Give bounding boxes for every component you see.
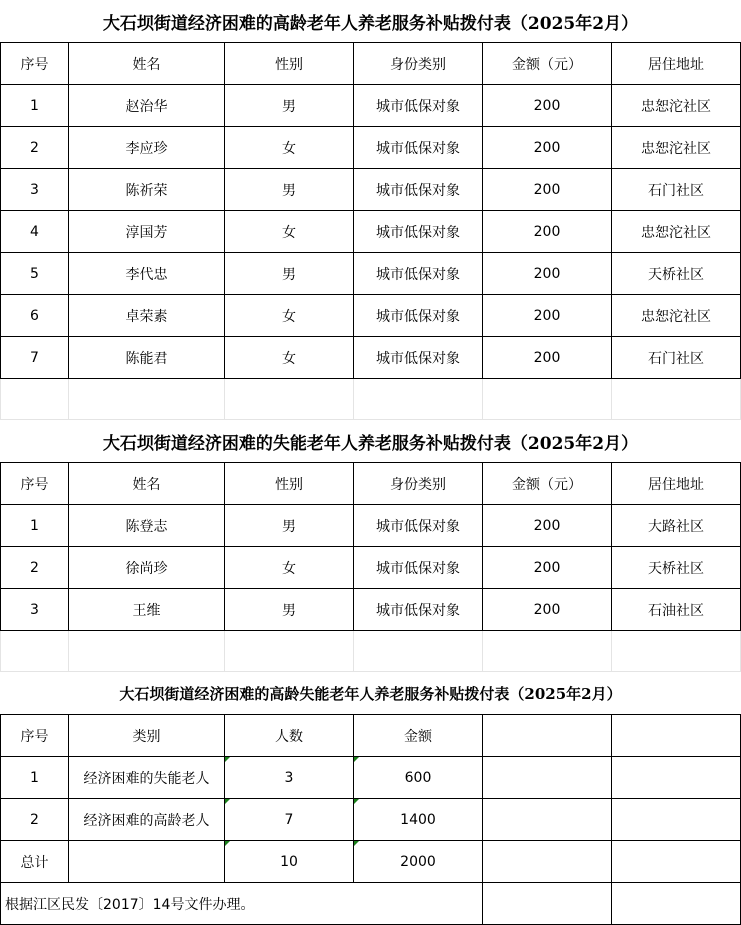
table-row <box>0 253 741 295</box>
empty-cell[interactable] <box>483 379 612 420</box>
table-row <box>0 547 741 589</box>
empty-cell[interactable] <box>354 379 483 420</box>
empty-cell[interactable] <box>612 631 741 672</box>
table1-title: 大石坝街道经济困难的高龄老年人养老服务补贴拨付表（2025年2月） <box>102 13 639 34</box>
table1-cell[interactable]: 李代忠 <box>69 253 225 295</box>
table-row <box>0 211 741 253</box>
table2-cell[interactable]: 大路社区 <box>612 505 741 547</box>
table2-cell[interactable]: 女 <box>225 547 354 589</box>
table1-cell[interactable]: 卓荣素 <box>69 295 225 337</box>
table1-cell[interactable]: 城市低保对象 <box>354 211 483 253</box>
note-text[interactable]: 根据江区民发〔2017〕14号文件办理。 <box>0 883 483 925</box>
table-row <box>0 799 741 841</box>
table3-header-cell[interactable]: 金额 <box>354 714 483 757</box>
table2-cell[interactable]: 城市低保对象 <box>354 589 483 631</box>
empty-cell[interactable] <box>612 883 741 925</box>
table3-cell[interactable]: 1400 <box>354 799 483 841</box>
table1-cell[interactable]: 女 <box>225 211 354 253</box>
table1-cell[interactable]: 男 <box>225 85 354 127</box>
table2-cell[interactable]: 陈登志 <box>69 505 225 547</box>
empty-cell[interactable] <box>69 379 225 420</box>
empty-cell[interactable] <box>69 631 225 672</box>
table3-header-cell[interactable] <box>612 714 741 757</box>
table1-cell[interactable]: 李应珍 <box>69 127 225 169</box>
table1-cell[interactable]: 1 <box>0 85 69 127</box>
empty-cell[interactable] <box>0 631 69 672</box>
table2-cell[interactable]: 天桥社区 <box>612 547 741 589</box>
table1-cell[interactable]: 5 <box>0 253 69 295</box>
table2-header-row <box>0 462 741 505</box>
table1-cell[interactable]: 忠恕沱社区 <box>612 295 741 337</box>
table1-cell[interactable]: 忠恕沱社区 <box>612 211 741 253</box>
table3-cell[interactable]: 3 <box>225 757 354 799</box>
table1-cell[interactable]: 6 <box>0 295 69 337</box>
table2-cell[interactable]: 1 <box>0 505 69 547</box>
empty-cell[interactable] <box>354 631 483 672</box>
table1-cell[interactable]: 淳国芳 <box>69 211 225 253</box>
table1-cell[interactable]: 石门社区 <box>612 337 741 379</box>
table1-cell[interactable]: 200 <box>483 85 612 127</box>
empty-cell[interactable] <box>612 379 741 420</box>
table1-cell[interactable]: 7 <box>0 337 69 379</box>
table2-title: 大石坝街道经济困难的失能老年人养老服务补贴拨付表（2025年2月） <box>102 433 639 454</box>
table1-header-cell[interactable]: 身份类别 <box>354 42 483 85</box>
table3-cell[interactable]: 2000 <box>354 841 483 883</box>
table3-header-row <box>0 714 741 757</box>
table1-cell[interactable]: 女 <box>225 337 354 379</box>
empty-cell[interactable] <box>483 883 612 925</box>
table-row-total <box>0 841 741 883</box>
table-row <box>0 337 741 379</box>
table-row <box>0 589 741 631</box>
table2-cell[interactable]: 城市低保对象 <box>354 505 483 547</box>
table1-cell[interactable]: 200 <box>483 127 612 169</box>
table3-header-cell[interactable]: 序号 <box>0 714 69 757</box>
table3-cell[interactable] <box>612 841 741 883</box>
table3-header-cell[interactable]: 类别 <box>69 714 225 757</box>
table3-header-cell[interactable] <box>483 714 612 757</box>
empty-cell[interactable] <box>0 379 69 420</box>
table-row <box>0 757 741 799</box>
table-row <box>0 85 741 127</box>
table-row <box>0 295 741 337</box>
table1-header-cell[interactable]: 居住地址 <box>612 42 741 85</box>
table3-cell[interactable]: 经济困难的高龄老人 <box>69 799 225 841</box>
table1-cell[interactable]: 城市低保对象 <box>354 169 483 211</box>
table1-cell[interactable]: 2 <box>0 127 69 169</box>
table1-header-cell[interactable]: 姓名 <box>69 42 225 85</box>
table2-header-cell[interactable]: 金额（元） <box>483 462 612 505</box>
table1-cell[interactable]: 3 <box>0 169 69 211</box>
table2-header-cell[interactable]: 性别 <box>225 462 354 505</box>
table3-cell[interactable]: 7 <box>225 799 354 841</box>
table1-cell[interactable]: 城市低保对象 <box>354 127 483 169</box>
table1-cell[interactable]: 城市低保对象 <box>354 337 483 379</box>
table-row <box>0 505 741 547</box>
table2-cell[interactable]: 200 <box>483 547 612 589</box>
table2-cell[interactable]: 男 <box>225 589 354 631</box>
table1-header-row <box>0 42 741 85</box>
table3-cell[interactable]: 10 <box>225 841 354 883</box>
table1-header-cell[interactable]: 金额（元） <box>483 42 612 85</box>
table1-cell[interactable]: 女 <box>225 295 354 337</box>
table1-cell[interactable]: 忠恕沱社区 <box>612 85 741 127</box>
table1-cell[interactable]: 4 <box>0 211 69 253</box>
table1-cell[interactable]: 女 <box>225 127 354 169</box>
table3-cell[interactable] <box>483 799 612 841</box>
table1-cell[interactable]: 赵治华 <box>69 85 225 127</box>
empty-row <box>0 631 741 672</box>
table1-cell[interactable]: 城市低保对象 <box>354 295 483 337</box>
table1-cell[interactable]: 城市低保对象 <box>354 85 483 127</box>
table1-cell[interactable]: 男 <box>225 169 354 211</box>
table1-cell[interactable]: 石门社区 <box>612 169 741 211</box>
table2-cell[interactable]: 男 <box>225 505 354 547</box>
table3-cell[interactable]: 总计 <box>0 841 69 883</box>
table1-cell[interactable]: 200 <box>483 337 612 379</box>
empty-cell[interactable] <box>225 379 354 420</box>
table-row <box>0 127 741 169</box>
table1-cell[interactable]: 陈祈荣 <box>69 169 225 211</box>
table3-cell[interactable]: 600 <box>354 757 483 799</box>
table2-cell[interactable]: 3 <box>0 589 69 631</box>
table2-cell[interactable]: 城市低保对象 <box>354 547 483 589</box>
table3-cell[interactable]: 2 <box>0 799 69 841</box>
table3-title: 大石坝街道经济困难的高龄失能老年人养老服务补贴拨付表（2025年2月） <box>119 684 622 703</box>
table3-cell[interactable] <box>483 841 612 883</box>
table3-cell[interactable] <box>483 757 612 799</box>
table1-cell[interactable]: 200 <box>483 211 612 253</box>
table2-cell[interactable]: 200 <box>483 589 612 631</box>
table1-cell[interactable]: 天桥社区 <box>612 253 741 295</box>
table2-header-cell[interactable]: 居住地址 <box>612 462 741 505</box>
table3-cell[interactable]: 经济困难的失能老人 <box>69 757 225 799</box>
table2-header-cell[interactable]: 姓名 <box>69 462 225 505</box>
empty-row <box>0 379 741 420</box>
table2-cell[interactable]: 200 <box>483 505 612 547</box>
table2-header-cell[interactable]: 序号 <box>0 462 69 505</box>
table1-cell[interactable]: 陈能君 <box>69 337 225 379</box>
table1-header-cell[interactable]: 性别 <box>225 42 354 85</box>
table1-cell[interactable]: 城市低保对象 <box>354 253 483 295</box>
table1-cell[interactable]: 200 <box>483 295 612 337</box>
table1-cell[interactable]: 忠恕沱社区 <box>612 127 741 169</box>
empty-cell[interactable] <box>225 631 354 672</box>
table1-header-cell[interactable]: 序号 <box>0 42 69 85</box>
note-row <box>0 883 741 925</box>
table1-cell[interactable]: 男 <box>225 253 354 295</box>
table2-cell[interactable]: 石油社区 <box>612 589 741 631</box>
table-row <box>0 169 741 211</box>
table3-cell[interactable] <box>612 757 741 799</box>
table3-header-cell[interactable]: 人数 <box>225 714 354 757</box>
table1-cell[interactable]: 200 <box>483 169 612 211</box>
empty-cell[interactable] <box>483 631 612 672</box>
table2-cell[interactable]: 2 <box>0 547 69 589</box>
table1-cell[interactable]: 200 <box>483 253 612 295</box>
table3-cell[interactable] <box>69 841 225 883</box>
table2-cell[interactable]: 王维 <box>69 589 225 631</box>
table3-cell[interactable]: 1 <box>0 757 69 799</box>
table3-cell[interactable] <box>612 799 741 841</box>
table2-cell[interactable]: 徐尚珍 <box>69 547 225 589</box>
table2-header-cell[interactable]: 身份类别 <box>354 462 483 505</box>
